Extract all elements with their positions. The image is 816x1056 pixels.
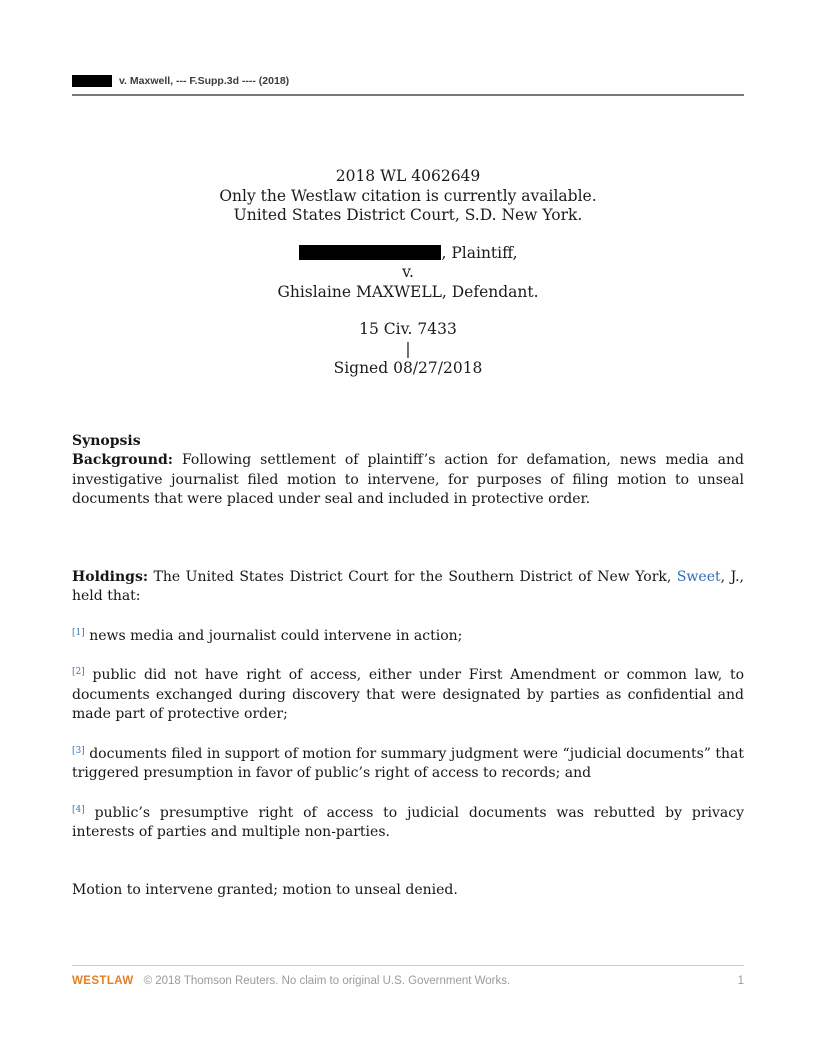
holdings-post-text: , J., held that: [72,568,744,604]
background-text: Following settlement of plaintiff’s action for defamation, news media and investigative journalist filed motion to intervene, for purposes of filing motion to unseal documents that were placed under seal and included in protective order. [72,452,744,507]
redacted-plaintiff-name [299,245,441,260]
separator-bar: | [405,339,411,358]
holding-item-4 [72,804,744,843]
holding-text-1: news media and journalist could intervene in action; [89,627,463,644]
party-caption [72,244,744,303]
versus-line: v. [402,263,414,281]
caption-block [72,167,744,379]
westlaw-logo: WESTLAW [72,975,134,987]
document-footer [72,965,744,987]
page-number: 1 [737,975,744,987]
background-paragraph [72,451,744,510]
court-line: United States District Court, S.D. New York. [233,206,583,224]
header-citation: v. Maxwell, --- F.Supp.3d ---- (2018) [119,75,290,87]
docket-number: 15 Civ. 7433 [359,320,457,338]
wl-citation: 2018 WL 4062649 [335,167,481,185]
holding-item-1 [72,627,744,647]
defendant-line: Ghislaine MAXWELL, Defendant. [277,282,539,301]
headnote-link-4[interactable]: [4] [72,804,85,815]
holdings-label: Holdings: [72,568,149,585]
plaintiff-line [72,244,744,264]
holding-item-2 [72,666,744,725]
holding-text-2: public did not have right of access, either under First Amendment or common law, to documents exchanged during discovery that were designated by parties as confidential and made part of protective order; [72,667,745,722]
signed-date: Signed 08/27/2018 [333,359,483,377]
judge-link[interactable]: Sweet [676,568,721,585]
holding-text-4: public’s presumptive right of access to judicial documents was rebutted by privacy interests of parties and multiple non-parties. [72,804,744,840]
headnote-link-1[interactable]: [1] [72,627,85,638]
disposition-line: Motion to intervene granted; motion to unseal denied. [72,881,458,898]
availability-note: Only the Westlaw citation is currently available. [219,186,597,205]
document-header [72,75,744,96]
header-redacted-name [72,75,112,87]
background-label: Background: [72,452,173,468]
plaintiff-suffix: , Plaintiff, [441,243,518,262]
headnote-link-3[interactable]: [3] [72,745,85,756]
headnote-link-2[interactable]: [2] [72,667,85,677]
copyright-text: © 2018 Thomson Reuters. No claim to original U.S. Government Works. [143,975,511,987]
docket-block [72,320,744,379]
synopsis-section [72,432,744,901]
synopsis-heading: Synopsis [72,432,141,449]
holding-text-3: documents filed in support of motion for summary judgment were “judicial documents” that triggered presumption in favor of public’s right of access to records; and [72,745,744,781]
holding-item-3 [72,745,744,784]
holdings-pre-text: The United States District Court for the Southern District of New York, [153,568,677,585]
holdings-intro [72,568,744,607]
